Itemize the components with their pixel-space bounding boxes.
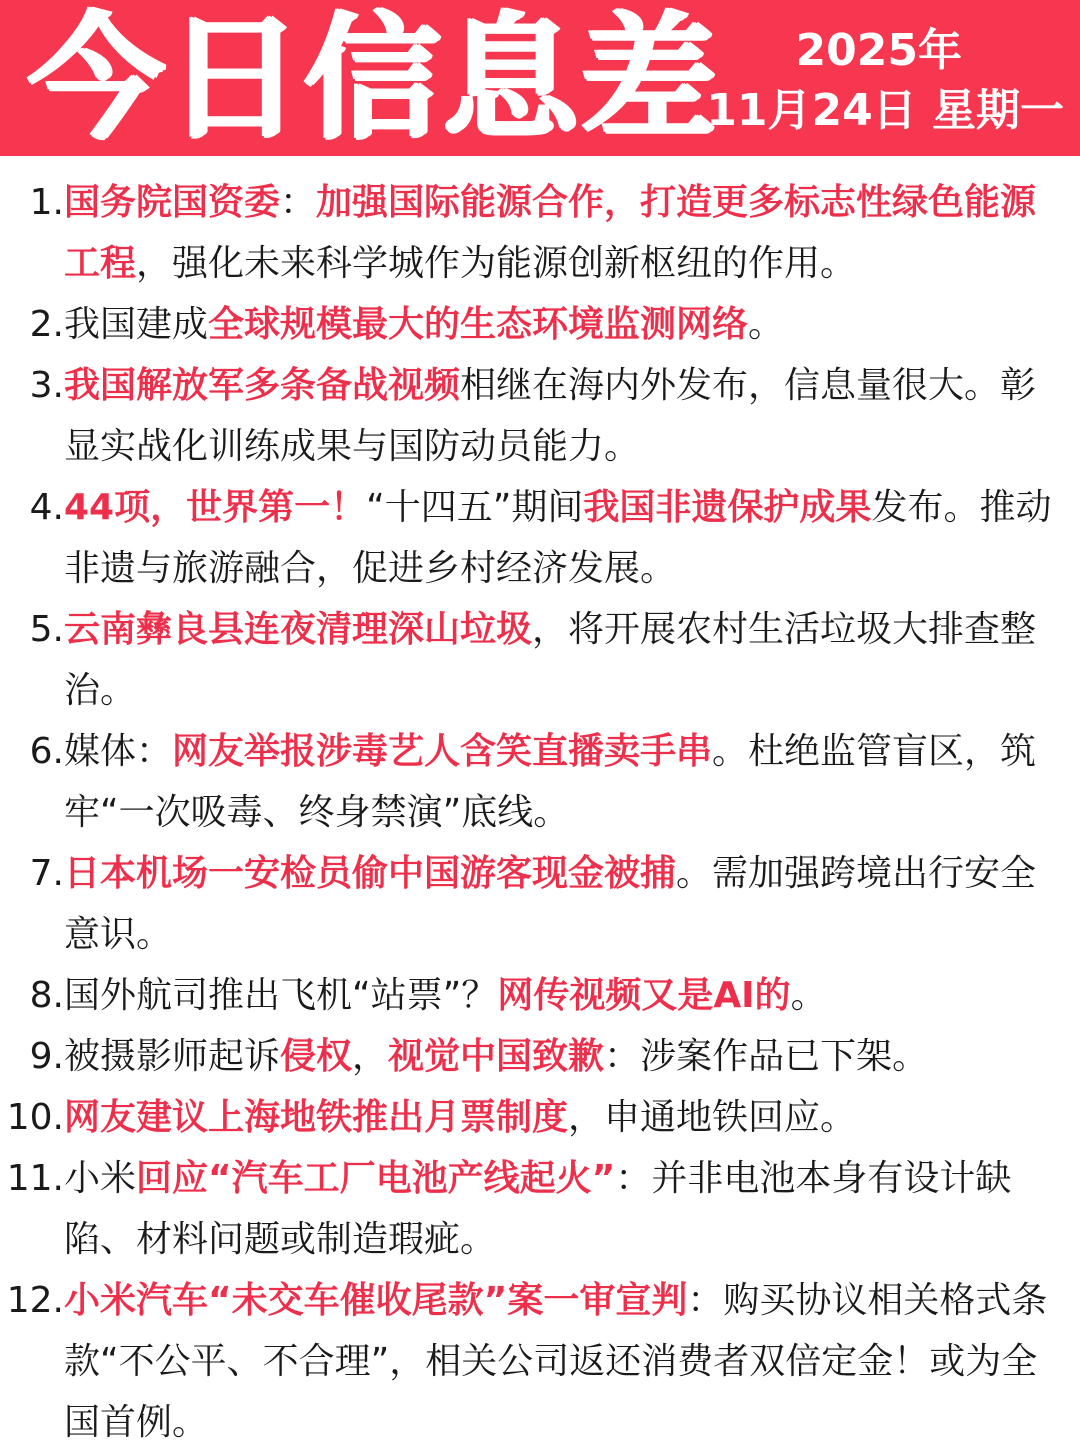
news-item-number: 6. — [29, 731, 64, 772]
news-item — [0, 477, 1080, 599]
news-highlight-text: 网友举报涉毒艺人含笑直播卖手串 — [172, 731, 713, 772]
header-banner — [0, 0, 1080, 156]
news-text: 。 — [748, 304, 785, 345]
news-highlight-text: 加强国际能源合作，打造更多标志性绿色能源工程 — [64, 182, 1037, 284]
news-highlight-text: 国务院国资委 — [64, 182, 281, 223]
news-item-number: 7. — [29, 853, 64, 894]
news-text: 相继在海内外发布，信息量很大。彰显实战化训练成果与国防动员能力。 — [64, 365, 1037, 467]
news-text: ：并非电池本身有设计缺陷、材料问题或制造瑕疵。 — [64, 1158, 1012, 1260]
news-text: 。需加强跨境出行安全意识。 — [64, 853, 1037, 955]
news-text: ： — [280, 182, 317, 223]
news-item — [0, 1148, 1080, 1270]
news-item-number: 10. — [6, 1097, 64, 1138]
news-item — [0, 1270, 1080, 1453]
news-highlight-text: 云南彝良县连夜清理深山垃圾 — [64, 609, 533, 650]
date-day: 11月24日 星期一 — [706, 85, 1064, 136]
news-text: 国外航司推出飞机“站票”？ — [64, 975, 498, 1016]
news-item — [0, 599, 1080, 721]
date-year: 2025年 — [795, 25, 962, 76]
news-item-number: 2. — [29, 304, 64, 345]
news-item-number: 12. — [6, 1280, 64, 1321]
news-highlight-text: 回应“汽车工厂电池产线起火” — [136, 1158, 616, 1199]
news-text: ，强化未来科学城作为能源创新枢纽的作用。 — [136, 243, 857, 284]
news-text: 。杜绝监管盲区，筑牢“一次吸毒、终身禁演”底线。 — [64, 731, 1037, 833]
news-item-number: 11. — [6, 1158, 64, 1199]
news-highlight-text: 44项，世界第一！ — [64, 487, 367, 528]
news-item-number: 8. — [29, 975, 64, 1016]
news-item-number: 3. — [29, 365, 64, 406]
news-text: 小米 — [64, 1158, 137, 1199]
news-item — [0, 843, 1080, 965]
news-item — [0, 1026, 1080, 1087]
news-text: “十四五”期间 — [366, 487, 584, 528]
news-item-number: 4. — [29, 487, 64, 528]
news-item-number: 5. — [29, 609, 64, 650]
news-text: 被摄影师起诉 — [64, 1036, 281, 1077]
page-title: 今日信息差 — [28, 0, 718, 158]
news-item — [0, 965, 1080, 1026]
news-highlight-text: 视觉中国致歉 — [388, 1036, 605, 1077]
news-item-number: 1. — [29, 182, 64, 223]
news-text: ， — [352, 1036, 389, 1077]
news-text: 发布。推动非遗与旅游融合，促进乡村经济发展。 — [64, 487, 1052, 589]
news-item — [0, 721, 1080, 843]
news-highlight-text: 我国非遗保护成果 — [583, 487, 872, 528]
news-item — [0, 1087, 1080, 1148]
news-highlight-text: 我国解放军多条备战视频 — [64, 365, 461, 406]
news-item-number: 9. — [29, 1036, 64, 1077]
news-item — [0, 294, 1080, 355]
news-item — [0, 172, 1080, 294]
news-list — [0, 172, 1080, 1453]
news-text: 我国建成 — [64, 304, 209, 345]
news-text: ，申通地铁回应。 — [568, 1097, 857, 1138]
news-highlight-text: 日本机场一安检员偷中国游客现金被捕 — [64, 853, 677, 894]
news-item — [0, 355, 1080, 477]
news-text: 。 — [790, 975, 827, 1016]
news-text: ，将开展农村生活垃圾大排查整治。 — [64, 609, 1037, 711]
news-text: 媒体： — [64, 731, 173, 772]
news-text: ：涉案作品已下架。 — [604, 1036, 929, 1077]
news-highlight-text: 网友建议上海地铁推出月票制度 — [64, 1097, 569, 1138]
news-highlight-text: 小米汽车“未交车催收尾款”案一审宣判 — [64, 1280, 688, 1321]
news-highlight-text: 全球规模最大的生态环境监测网络 — [208, 304, 749, 345]
news-highlight-text: 网传视频又是AI的 — [497, 975, 791, 1016]
news-text: ：购买协议相关格式条款“不公平、不合理”，相关公司返还消费者双倍定金！或为全国首例。 — [64, 1280, 1048, 1443]
news-highlight-text: 侵权 — [280, 1036, 353, 1077]
